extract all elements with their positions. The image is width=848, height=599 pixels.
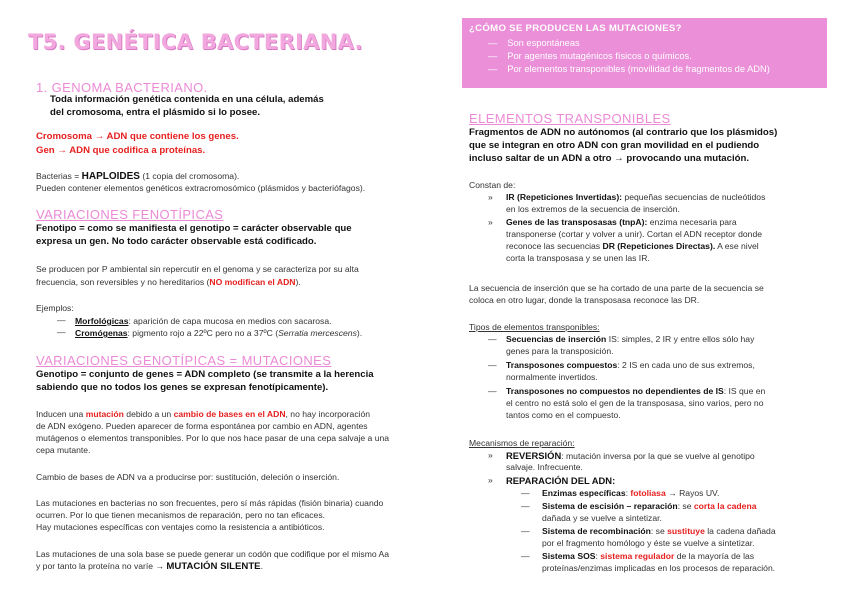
heading-fenotipicas: VARIACIONES FENOTÍPICAS [36, 207, 224, 222]
ejemplos-label: Ejemplos: [36, 303, 74, 313]
sistema-recombinacion-2: por el fragmento homólogo y éste se vuelve a sintetizar. [542, 538, 755, 548]
genoma-text-2: del cromosoma, entra el plásmido si lo posee. [50, 107, 261, 118]
tnp-item: Genes de las transposasas (tnpA): enzima necesaria para [506, 217, 737, 227]
reversion-2: salvaje. Infrecuente. [506, 462, 583, 472]
tipo-compuestos-2: normalmente invertidos. [506, 372, 598, 382]
dash-mark: — [521, 526, 530, 536]
dash-mark: — [488, 360, 497, 370]
base-2: y por tanto la proteína no varíe → MUTACIÓN SILENTE. [36, 561, 263, 572]
genotipo-1: Genotipo = conjunto de genes = ADN completo (se transmite a la herencia [36, 369, 374, 380]
sistema-escision-2: dañada y se vuelve a sintetizar. [542, 513, 662, 523]
sistema-recombinacion: Sistema de recombinación: se sustituye la cadena dañada [542, 526, 776, 536]
secuencia-2: coloca en otro lugar, donde la transposasa reconoce las DR. [469, 295, 700, 305]
heading-genoma: 1. GENOMA BACTERIANO. [36, 80, 208, 95]
ir-item-2: en los extremos de la secuencia de inserción. [506, 204, 680, 214]
fragmentos-3: incluso saltar de un ADN a otro → provocando una mutación. [469, 153, 750, 164]
tipo-no-compuestos-3: tantos como en el compuesto. [506, 410, 621, 420]
reversion: REVERSIÓN: mutación inversa por la que se vuelve al genotipo [506, 450, 755, 461]
dash-mark: — [521, 488, 530, 498]
bullet-mark: » [488, 475, 493, 485]
bacterias-line-2: Pueden contener elementos genéticos extracromosómico (plásmidos y bacteriófagos). [36, 183, 366, 193]
dash-mark: — [488, 334, 497, 344]
box-item: — Son espontáneas [488, 37, 770, 50]
bullet-mark: » [488, 450, 493, 460]
sistema-escision: Sistema de escisión – reparación: se corta la cadena [542, 501, 757, 511]
bullet-mark: » [488, 217, 493, 227]
tipo-no-compuestos: Transposones no compuestos no dependientes de IS: IS que en [506, 386, 766, 396]
bacterias-line: Bacterias = HAPLOIDES (1 copia del cromosoma). [36, 171, 240, 182]
tnp-item-2: transponerse (cortar y volver a unir). Cortan el ADN receptor donde [506, 229, 763, 239]
heading-elementos: ELEMENTOS TRANSPONIBLES [469, 111, 671, 126]
reparacion-adn: REPARACIÓN DEL ADN: [506, 475, 616, 486]
sistema-sos: Sistema SOS: sistema regulador de la mayoría de las [542, 551, 755, 561]
box-item: — Por agentes mutagénicos físicos o químicos. [488, 50, 770, 63]
constan-label: Constan de: [469, 180, 516, 190]
secuencia-1: La secuencia de inserción que se ha cortado de una parte de la secuencia se [469, 283, 764, 293]
tipo-compuestos: Transposones compuestos: 2 IS en cada uno de sus extremos, [506, 360, 755, 370]
box-list [488, 37, 770, 77]
sistema-sos-2: proteínas/enzimas implicadas en los procesos de reparación. [542, 563, 776, 573]
dash-mark: — [57, 327, 66, 337]
mutaciones-2: ocurren. Por lo que tienen mecanismos de reparación, pero no tan eficaces. [36, 510, 326, 520]
box-title: ¿CÓMO SE PRODUCEN LAS MUTACIONES? [469, 23, 682, 34]
cromosoma-line: Cromosoma → ADN que contiene los genes. [36, 131, 239, 142]
mutaciones-1: Las mutaciones en bacterias no son frecuentes, pero sí más rápidas (fisión binaria) cuando [36, 498, 384, 508]
heading-genotipicas: VARIACIONES GENOTÍPICAS = MUTACIONES [36, 353, 332, 368]
bullet-mark: » [488, 192, 493, 202]
fenotipo-2: expresa un gen. No todo carácter observable está codificado. [36, 236, 317, 247]
mutaciones-box [462, 18, 827, 88]
genotipo-2: sabiendo que no todos los genes se expresan fenotípicamente). [36, 382, 329, 393]
ejemplo-morfologicas: Morfológicas: aparición de capa mucosa en medios con sacarosa. [75, 316, 332, 326]
fragmentos-1: Fragmentos de ADN no autónomos (al contrario que los plásmidos) [469, 127, 778, 138]
box-item: — Por elementos transponibles (movilidad de fragmentos de ADN) [488, 63, 770, 76]
mecanismos-label: Mecanismos de reparación: [469, 438, 575, 448]
page-title: T5. GENÉTICA BACTERIANA. [28, 30, 363, 54]
dash-mark: — [57, 315, 66, 325]
tipos-label: Tipos de elementos transponibles: [469, 322, 600, 332]
induce-1: Inducen una mutación debido a un cambio de bases en el ADN, no hay incorporación [36, 409, 371, 419]
dash-mark: — [521, 551, 530, 561]
ejemplo-cromogenas: Cromógenas: pigmento rojo a 22ºC pero no a 37ºC (Serratia mercescens). [75, 328, 363, 338]
dash-mark: — [521, 501, 530, 511]
mutaciones-3: Hay mutaciones específicas con ventajes como la resistencia a antibióticos. [36, 522, 325, 532]
tipo-is: Secuencias de inserción IS: simples, 2 IR y entre ellos sólo hay [506, 334, 755, 344]
fragmentos-2: que se integran en otro ADN con gran movilidad en el pudiendo [469, 140, 760, 151]
ir-item: IR (Repeticiones Invertidas): pequeñas secuencias de nucleótidos [506, 192, 766, 202]
producen-2: frecuencia, son reversibles y no hereditarios (NO modifican el ADN). [36, 277, 301, 287]
induce-2: de ADN exógeno. Pueden aparecer de forma espontánea por cambio en ADN, agentes [36, 421, 368, 431]
tipo-is-2: genes para la transposición. [506, 346, 614, 356]
fenotipo-1: Fenotipo = como se manifiesta el genotipo = carácter observable que [36, 223, 352, 234]
base-1: Las mutaciones de una sola base se puede generar un codón que codifique por el mismo Aa [36, 549, 390, 559]
cambio-bases: Cambio de bases de ADN va a producirse por: sustitución, deleción o inserción. [36, 472, 340, 482]
enzimas-especificas: Enzimas específicas: fotoliasa → Rayos UV. [542, 488, 720, 498]
producen-1: Se producen por P ambiental sin repercutir en el genoma y se caracteriza por su alta [36, 264, 359, 274]
induce-3: mutágenos o elementos transponibles. Por lo que nos hace pasar de una cepa salvaje a una [36, 433, 390, 443]
tipo-no-compuestos-2: el centro no está solo el gen de la transposasa, sino varios, pero no [506, 398, 764, 408]
genoma-text-1: Toda información genética contenida en una célula, además [50, 94, 324, 105]
induce-4: cepa mutante. [36, 445, 91, 455]
tnp-item-3: reconoce las secuencias DR (Repeticiones Directas). A ese nivel [506, 241, 759, 251]
gen-line: Gen → ADN que codifica a proteínas. [36, 145, 206, 156]
dash-mark: — [488, 386, 497, 396]
tnp-item-4: corta la transposasa y se unen las IR. [506, 253, 650, 263]
